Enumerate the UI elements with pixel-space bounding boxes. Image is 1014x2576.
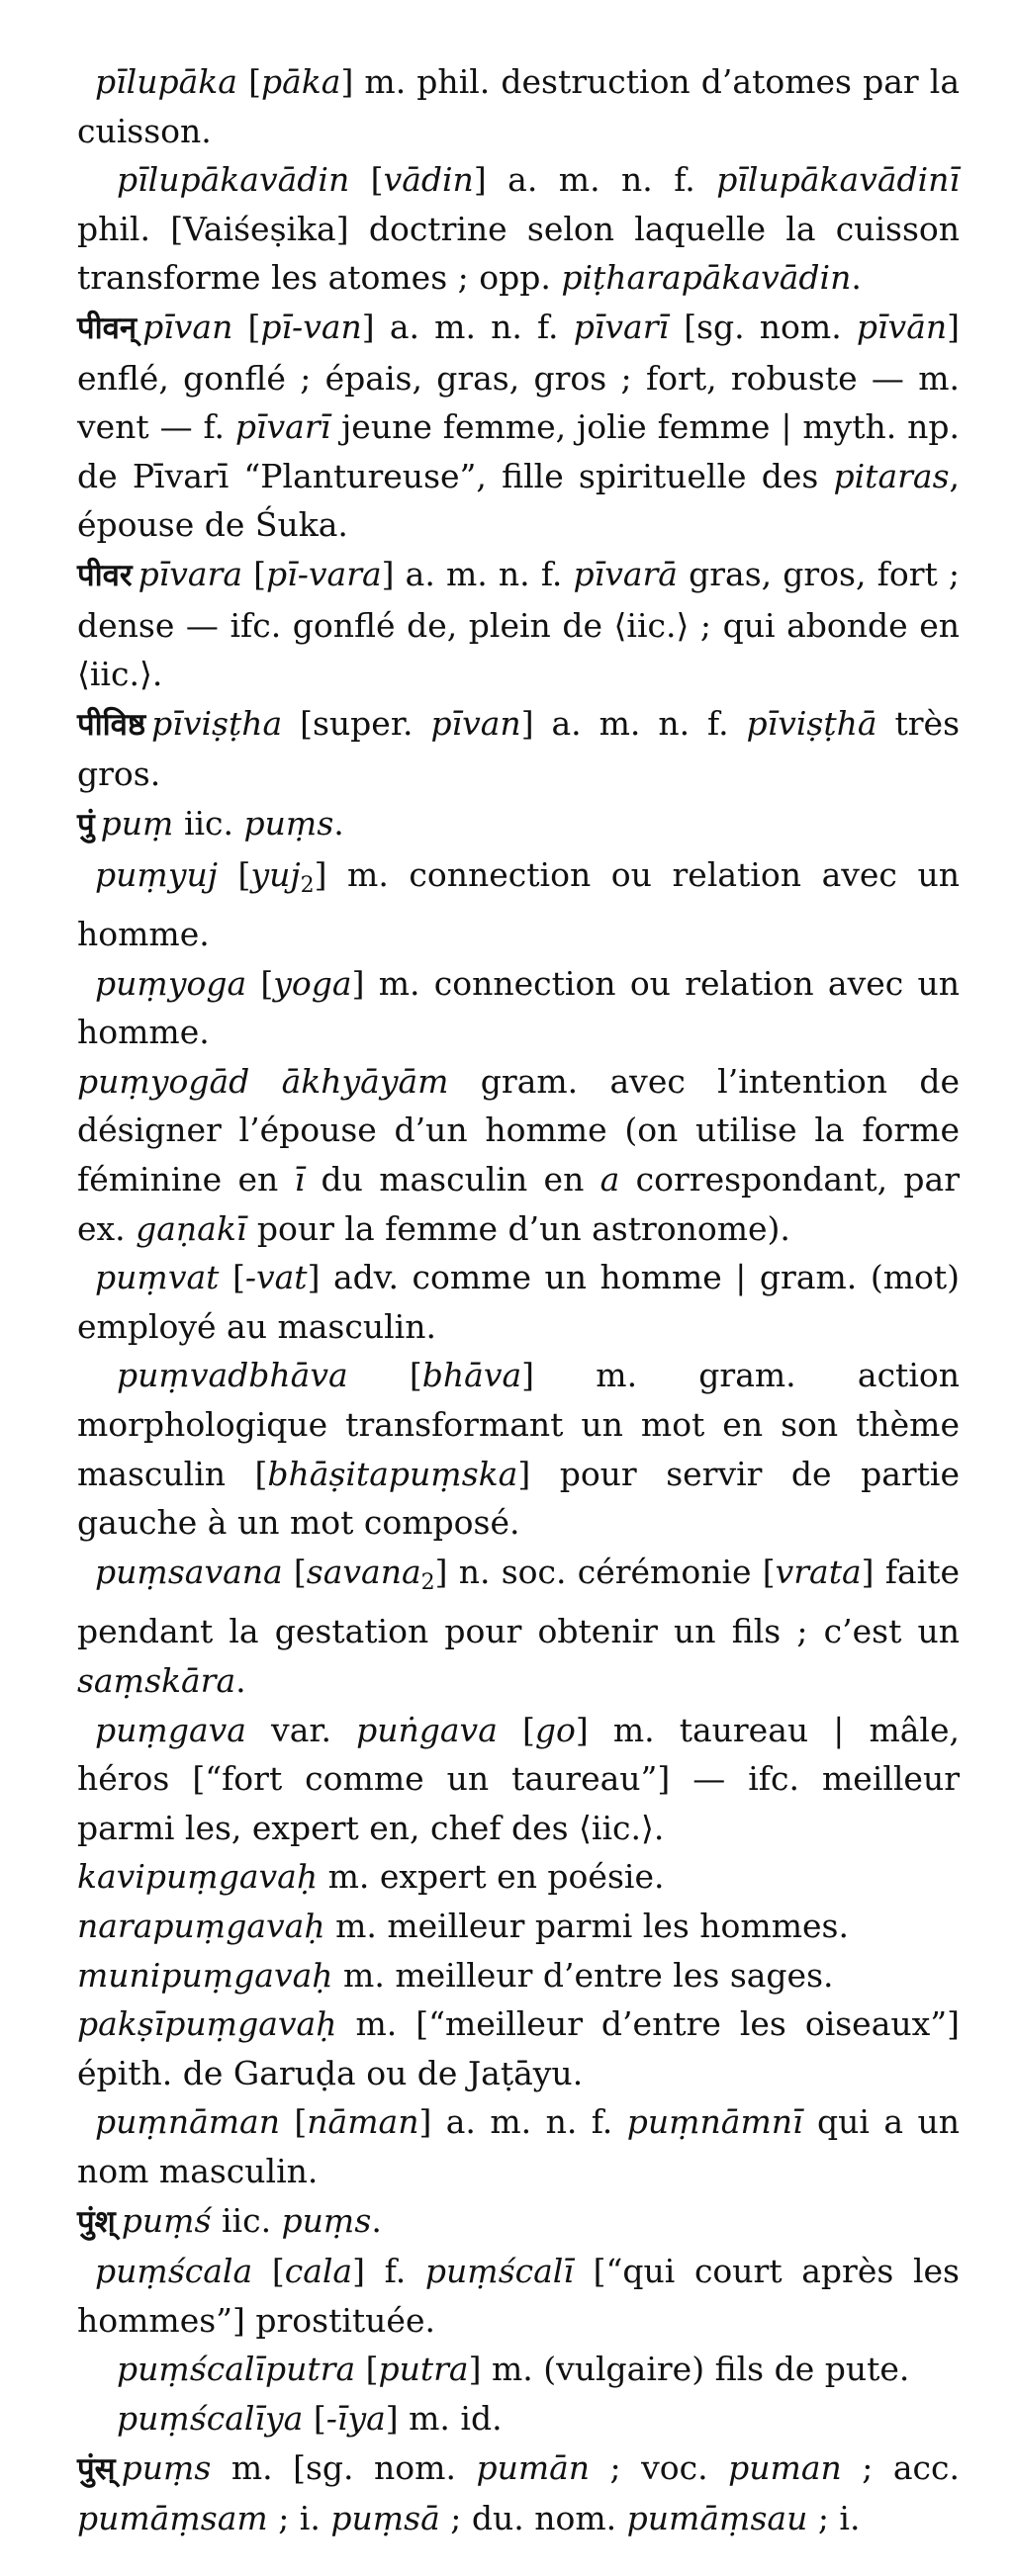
italic-term: pīlupāka xyxy=(95,62,237,101)
dictionary-entry xyxy=(77,550,960,699)
italic-term: puṃvadbhāva xyxy=(117,1356,348,1395)
definition-text: . xyxy=(371,2200,382,2240)
definition-text: ] m. taureau | mâle, héros [“fort comme un taureau”] — ifc. meilleur parmi les, expert en, chef des ⟨iic.⟩. xyxy=(77,1710,960,1847)
definition-text: gram. avec l’intention de désigner l’épouse d’un homme (on utilise la forme féminine en xyxy=(77,1061,960,1199)
definition-text: [super. xyxy=(282,703,431,743)
definition-text: iic. xyxy=(173,803,244,843)
italic-term: piṭharapākavādin xyxy=(561,258,852,298)
dictionary-entry xyxy=(77,1902,960,1951)
italic-term: pīvarī xyxy=(573,307,670,346)
definition-text: [ xyxy=(252,2252,285,2291)
italic-term: puṃścalī xyxy=(424,2252,574,2291)
definition-text: m. meilleur d’entre les sages. xyxy=(332,1955,834,1995)
dictionary-entry xyxy=(77,1351,960,1547)
dictionary-entry xyxy=(77,1548,960,1706)
definition-text: [ xyxy=(347,1356,422,1395)
italic-term: pīvarī xyxy=(234,407,331,447)
definition-text: ] a. m. n. f. xyxy=(361,307,574,346)
definition-text: m. expert en poésie. xyxy=(318,1857,665,1897)
dictionary-entry xyxy=(77,2443,960,2543)
dictionary-entry xyxy=(77,1253,960,1351)
italic-term: -īya xyxy=(325,2398,386,2438)
italic-term: puṃś xyxy=(121,2200,212,2240)
definition-text: [“qui court après les hommes”] prostituée. xyxy=(77,2252,960,2340)
italic-term: pī-vara xyxy=(266,554,382,593)
italic-term: vrata xyxy=(775,1552,862,1591)
italic-term: pīlupākavādin xyxy=(117,160,350,200)
italic-term: puṃścalīputra xyxy=(117,2350,356,2389)
italic-term: puṅgava xyxy=(356,1710,498,1749)
definition-text: var. xyxy=(245,1710,357,1749)
definition-text: [ xyxy=(349,160,384,200)
italic-term: pumāṃsam xyxy=(77,2499,268,2538)
devanagari-headword: पीवर xyxy=(77,557,133,593)
definition-text: ; voc. xyxy=(590,2447,729,2487)
definition-text: . xyxy=(333,803,344,843)
homonym-index: 2 xyxy=(300,872,315,898)
dictionary-entry xyxy=(77,1057,960,1253)
italic-term: pīvan xyxy=(430,703,521,743)
definition-text: , épouse de Śuka. xyxy=(77,456,960,545)
definition-text: phil. [Vaiśeṣika] doctrine selon laquelle la cuisson transforme les atomes ; opp. xyxy=(77,209,960,298)
italic-term: ī xyxy=(294,1160,306,1199)
dictionary-entry xyxy=(77,2247,960,2345)
dictionary-entry xyxy=(77,959,960,1057)
dictionary-entry xyxy=(77,2345,960,2394)
italic-term: puṃsavana xyxy=(95,1552,283,1591)
italic-term: puṃyuj xyxy=(95,854,218,894)
definition-text: [ xyxy=(219,1258,245,1297)
definition-text: [ xyxy=(246,963,274,1003)
italic-term: pumāṃsau xyxy=(626,2499,808,2538)
definition-text: ] m. gram. action morphologique transformant un mot en son thème masculin [ xyxy=(77,1356,960,1493)
dictionary-entry xyxy=(77,2394,960,2443)
definition-text: jeune femme, jolie femme | myth. np. de Pīvarī “Plantureuse”, fille spirituelle des xyxy=(77,407,961,495)
italic-term: puṃyoga xyxy=(95,963,247,1003)
italic-term: pīlupākavādinī xyxy=(716,160,960,200)
definition-text: ; du. nom. xyxy=(439,2499,627,2538)
definition-text: correspondant, par ex. xyxy=(77,1160,961,1248)
italic-term: narapuṃgavaḥ xyxy=(77,1906,325,1945)
dictionary-entry xyxy=(77,1951,960,2000)
italic-term: puṃścala xyxy=(95,2252,253,2291)
definition-text: ] a. m. n. f. xyxy=(520,703,747,743)
italic-term: vādin xyxy=(383,160,474,200)
italic-term: pīvan xyxy=(142,307,233,346)
dictionary-entry xyxy=(77,1999,960,2097)
definition-text: gras, gros, fort ; dense — ifc. gonflé de, plein de ⟨iic.⟩ ; qui abonde en ⟨iic.⟩. xyxy=(77,554,960,694)
dictionary-entry xyxy=(77,57,960,155)
italic-term: nāman xyxy=(307,2102,419,2142)
dictionary-entry xyxy=(77,155,960,303)
definition-text: iic. xyxy=(211,2200,282,2240)
italic-term: puṃnāmnī xyxy=(626,2102,803,2142)
italic-term: puṃgava xyxy=(95,1710,246,1749)
italic-term: pīvarā xyxy=(573,554,678,593)
italic-term: savana xyxy=(306,1552,421,1591)
italic-term: pumān xyxy=(476,2447,591,2487)
italic-term: bhāṣitapuṃska xyxy=(267,1454,518,1493)
definition-text: du masculin en xyxy=(305,1160,600,1199)
italic-term: puṃs xyxy=(243,803,334,843)
definition-text: [ xyxy=(217,854,251,894)
definition-text: ] m. id. xyxy=(385,2398,503,2438)
italic-term: a xyxy=(599,1160,620,1199)
italic-term: cala xyxy=(284,2252,353,2291)
definition-text: ] adv. comme un homme | gram. (mot) employé au masculin. xyxy=(77,1258,960,1346)
definition-text: . xyxy=(235,1661,246,1700)
italic-term: pāka xyxy=(260,62,341,101)
definition-text: pour la femme d’un astronome). xyxy=(246,1208,790,1248)
italic-term: pīvara xyxy=(138,554,243,593)
definition-text: ] faite pendant la gestation pour obtenir un fils ; c’est un xyxy=(77,1552,960,1651)
italic-term: yuj xyxy=(250,854,301,894)
italic-term: pitaras xyxy=(833,456,950,495)
definition-text: [ xyxy=(236,62,261,101)
devanagari-headword: पुंस् xyxy=(77,2450,116,2487)
italic-term: go xyxy=(534,1710,576,1749)
definition-text: ] n. soc. cérémonie [ xyxy=(434,1552,776,1591)
italic-term: puman xyxy=(728,2447,842,2487)
dictionary-entry xyxy=(77,1852,960,1902)
italic-term: puṃs xyxy=(281,2200,372,2240)
dictionary-entry xyxy=(77,850,960,959)
italic-term: puṃ xyxy=(100,803,174,843)
italic-term: saṃskāra xyxy=(77,1661,236,1700)
devanagari-headword: पीविष्ठ xyxy=(77,706,146,743)
dictionary-entry xyxy=(77,303,960,550)
definition-text: ] m. phil. destruction d’atomes par la cuisson. xyxy=(77,62,960,150)
italic-term: pī-van xyxy=(260,307,362,346)
dictionary-entry xyxy=(77,2196,960,2248)
italic-term: puṃyogād ākhyāyām xyxy=(77,1061,449,1101)
definition-text: ] a. m. n. f. xyxy=(473,160,717,200)
dictionary-entry xyxy=(77,699,960,799)
italic-term: pīvān xyxy=(856,307,948,346)
definition-text: ; i. xyxy=(807,2499,861,2538)
definition-text: m. [sg. nom. xyxy=(211,2447,477,2487)
definition-text: [ xyxy=(232,307,261,346)
definition-text: ] m. connection ou relation avec un homme. xyxy=(77,963,960,1052)
definition-text: ; i. xyxy=(267,2499,331,2538)
devanagari-headword: पुं xyxy=(77,806,95,843)
definition-text: . xyxy=(851,258,862,298)
definition-text: qui a un nom masculin. xyxy=(77,2102,960,2190)
devanagari-headword: पुंश् xyxy=(77,2203,116,2240)
definition-text: [ xyxy=(303,2398,326,2438)
devanagari-headword: पीवन् xyxy=(77,310,138,346)
italic-term: puṃsā xyxy=(330,2499,440,2538)
dictionary-entry xyxy=(77,1706,960,1853)
italic-term: puṃs xyxy=(121,2447,212,2487)
definition-text: m. [“meilleur d’entre les oiseaux”] épith. de Garuḍa ou de Jaṭāyu. xyxy=(77,2004,960,2092)
italic-term: putra xyxy=(378,2350,469,2389)
italic-term: pakṣīpuṃgavaḥ xyxy=(77,2004,337,2044)
definition-text: très gros. xyxy=(77,703,960,794)
definition-text: [ xyxy=(242,554,267,593)
definition-text: [ xyxy=(282,1552,307,1591)
italic-term: -vat xyxy=(244,1258,308,1297)
italic-term: yoga xyxy=(273,963,352,1003)
definition-text: ] a. m. n. f. xyxy=(418,2102,627,2142)
dictionary-page xyxy=(77,57,960,2543)
homonym-index: 2 xyxy=(420,1569,435,1595)
italic-term: pīviṣṭhā xyxy=(746,703,877,743)
dictionary-entry xyxy=(77,2097,960,2195)
definition-text: ] a. m. n. f. xyxy=(381,554,574,593)
definition-text: ] pour servir de partie gauche à un mot composé. xyxy=(77,1454,961,1543)
definition-text: ; acc. xyxy=(841,2447,960,2487)
italic-term: pīviṣṭha xyxy=(151,703,283,743)
definition-text: ] m. connection ou relation avec un homme. xyxy=(77,854,960,954)
italic-term: gaṇakī xyxy=(136,1208,247,1248)
definition-text: [ xyxy=(279,2102,308,2142)
definition-text: [ xyxy=(497,1710,535,1749)
italic-term: puṃnāman xyxy=(95,2102,280,2142)
italic-term: munipuṃgavaḥ xyxy=(77,1955,333,1995)
italic-term: puṃvat xyxy=(95,1258,220,1297)
definition-text: m. meilleur parmi les hommes. xyxy=(324,1906,849,1945)
definition-text: [ xyxy=(355,2350,379,2389)
definition-text: ] enflé, gonflé ; épais, gras, gros ; fort, robuste — m. vent — f. xyxy=(77,307,960,447)
dictionary-entry xyxy=(77,799,960,850)
italic-term: bhāva xyxy=(421,1356,522,1395)
italic-term: kavipuṃgavaḥ xyxy=(77,1857,319,1897)
definition-text: ] f. xyxy=(352,2252,425,2291)
definition-text: [sg. nom. xyxy=(669,307,857,346)
definition-text: ] m. (vulgaire) fils de pute. xyxy=(468,2350,910,2389)
italic-term: puṃścalīya xyxy=(117,2398,304,2438)
